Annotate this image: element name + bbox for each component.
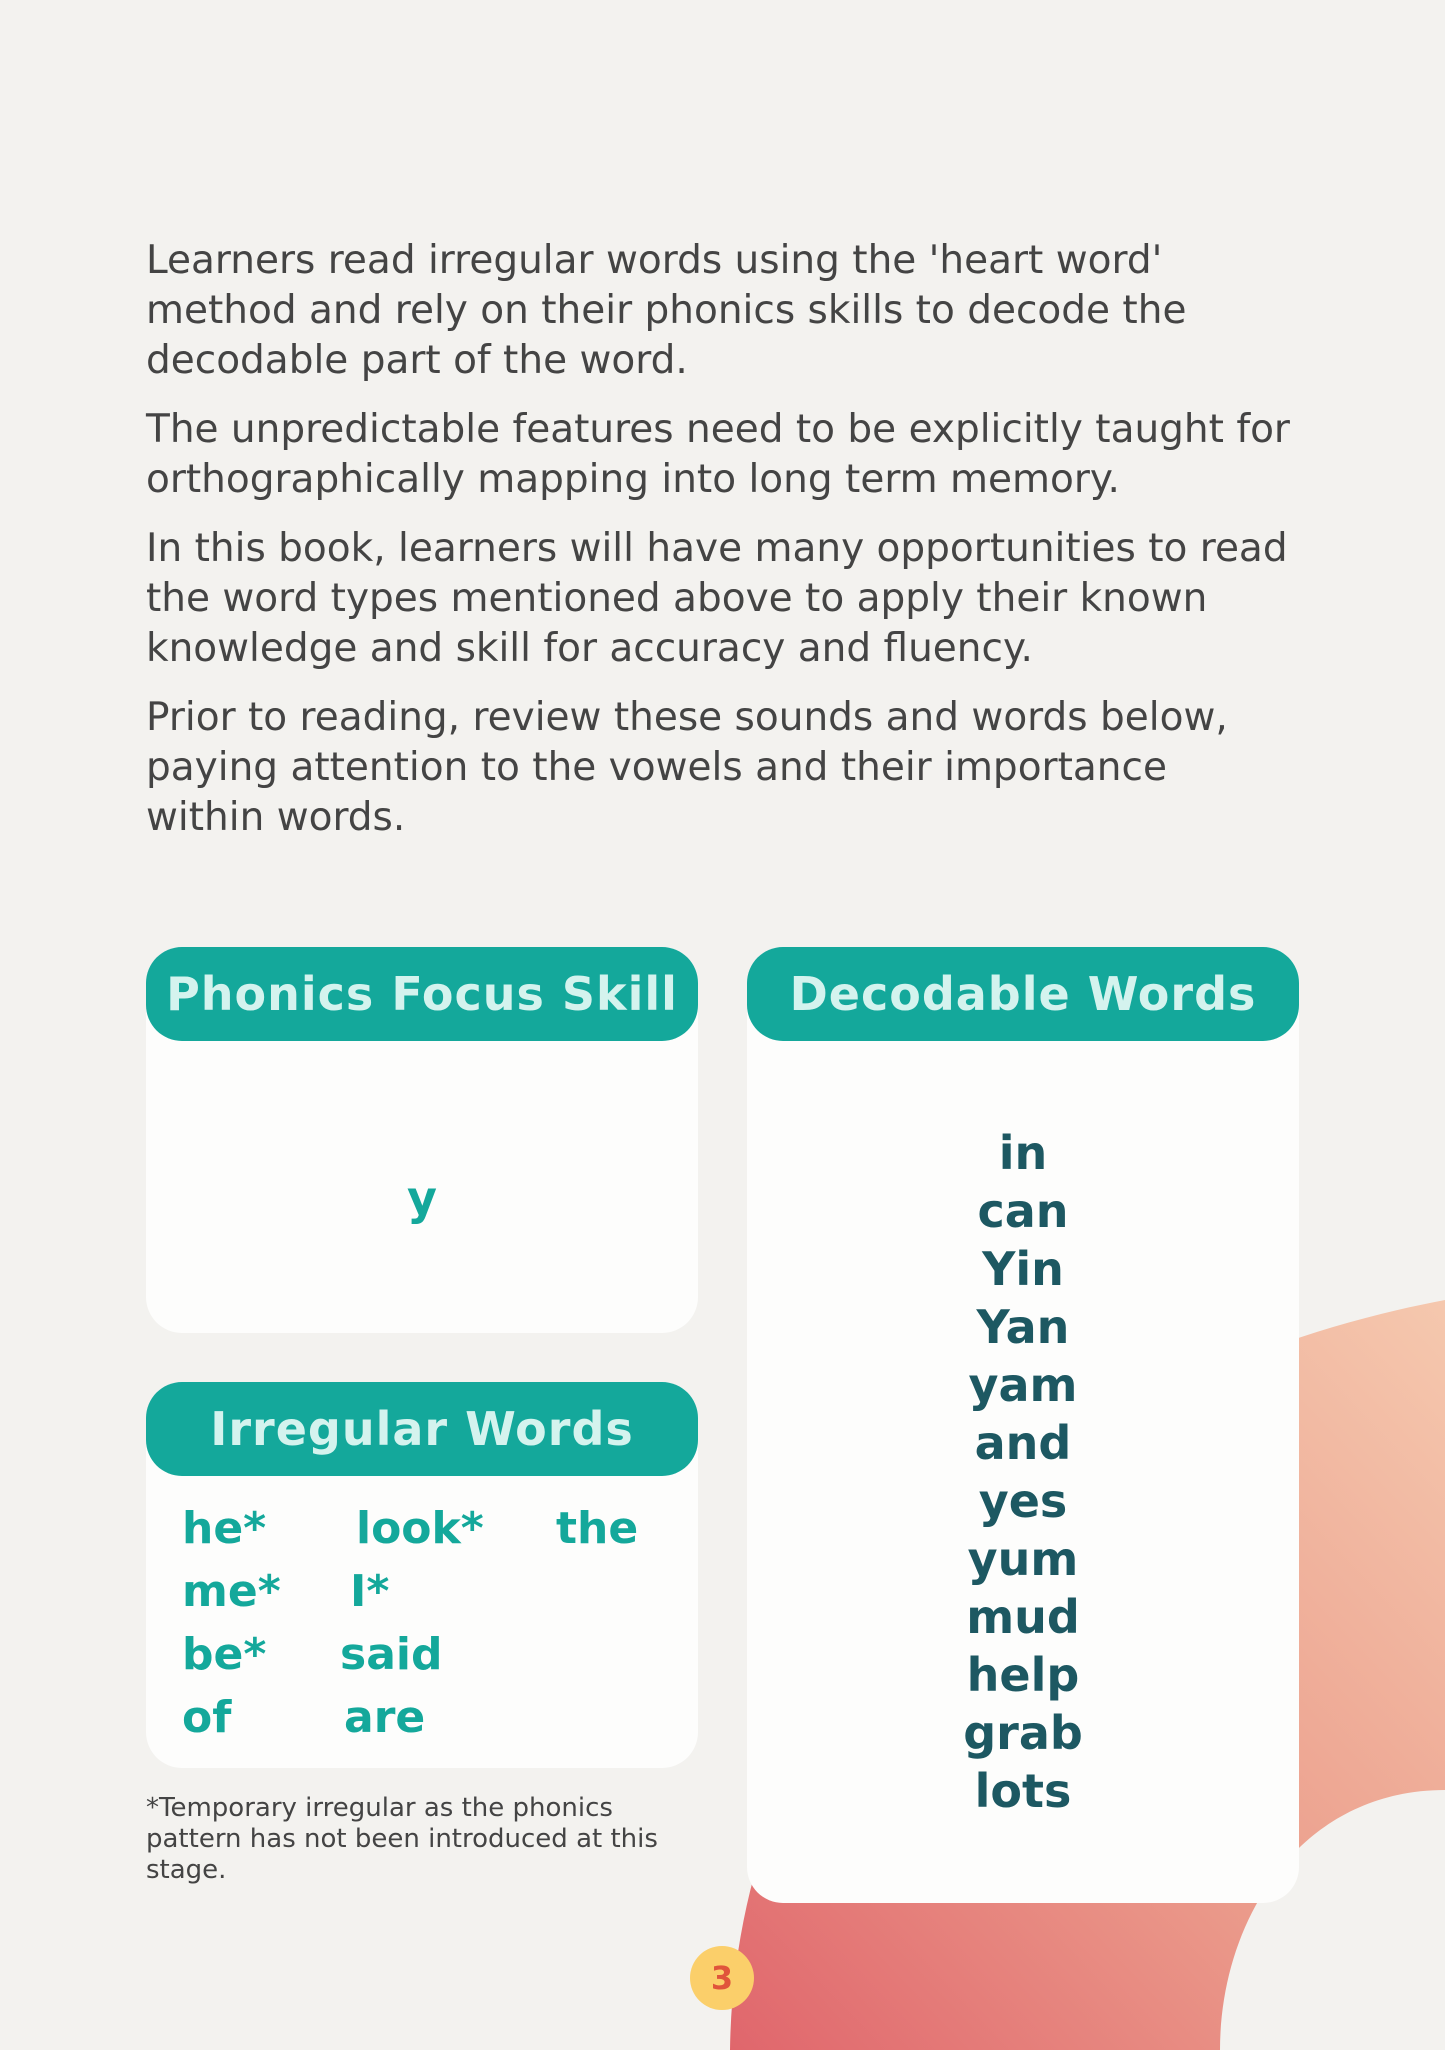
- phonics-focus-card: [146, 947, 698, 1333]
- decodable-words-list: [747, 1124, 1299, 1820]
- irregular-word: said: [340, 1629, 443, 1680]
- irregular-word: the: [556, 1503, 639, 1554]
- intro-paragraph: Learners read irregular words using the 'heart word' method and rely on their phonics skills to decode the decodable part of the word.: [146, 238, 1187, 383]
- irregular-word: I*: [350, 1566, 390, 1617]
- decodable-word: help: [966, 1648, 1080, 1702]
- phonics-focus-title: Phonics Focus Skill: [146, 947, 698, 1041]
- decodable-words-card: [747, 947, 1299, 1903]
- decodable-word: yam: [968, 1358, 1078, 1412]
- phonics-focus-letter: y: [407, 1171, 437, 1225]
- irregular-word: me*: [182, 1566, 281, 1617]
- decodable-word: in: [998, 1126, 1048, 1180]
- intro-paragraph: Prior to reading, review these sounds and words below, paying attention to the vowels and their importance within words.: [146, 695, 1228, 840]
- irregular-words-card: [146, 1382, 698, 1768]
- intro-paragraph: The unpredictable features need to be explicitly taught for orthographically mapping into long term memory.: [146, 407, 1290, 502]
- irregular-word: are: [344, 1692, 426, 1743]
- decodable-word: and: [974, 1416, 1072, 1470]
- irregular-words-title: Irregular Words: [146, 1382, 698, 1476]
- intro-paragraph: In this book, learners will have many opportunities to read the word types mentioned above to apply their known knowledge and skill for accuracy and fluency.: [146, 526, 1288, 671]
- decodable-word: grab: [963, 1706, 1083, 1760]
- irregular-word: be*: [182, 1629, 267, 1680]
- decodable-word: yes: [978, 1474, 1068, 1528]
- irregular-word: of: [182, 1692, 232, 1743]
- decodable-word: mud: [966, 1590, 1080, 1644]
- decodable-word: Yin: [982, 1242, 1064, 1296]
- decodable-word: yum: [967, 1532, 1079, 1586]
- page-number-badge: 3: [690, 1946, 754, 2010]
- decodable-word: can: [977, 1184, 1069, 1238]
- intro-text: [146, 236, 1296, 862]
- decodable-word: lots: [974, 1764, 1072, 1818]
- footnote: *Temporary irregular as the phonics pattern has not been introduced at this stage.: [146, 1793, 658, 1885]
- irregular-word: look*: [356, 1503, 484, 1554]
- irregular-word: he*: [182, 1503, 267, 1554]
- decodable-words-title: Decodable Words: [747, 947, 1299, 1041]
- decodable-word: Yan: [976, 1300, 1070, 1354]
